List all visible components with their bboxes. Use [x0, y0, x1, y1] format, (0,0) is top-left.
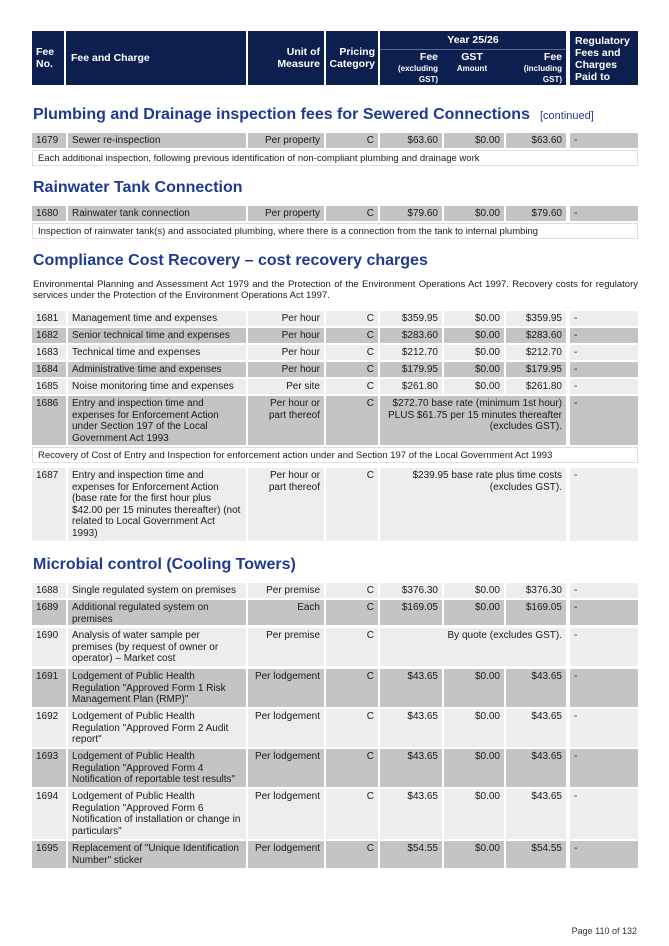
cell-fee-excl: $212.70: [380, 345, 442, 360]
cell-fee-incl: $43.65: [506, 749, 566, 787]
cell-fee-merged: By quote (excludes GST).: [380, 628, 566, 666]
cell-category: C: [326, 841, 378, 868]
cell-category: C: [326, 468, 378, 541]
header-fee-incl-sub: (including GST): [523, 64, 562, 84]
cell-fee-no: 1690: [32, 628, 66, 666]
cell-unit: Per hour: [248, 362, 324, 377]
cell-gst: $0.00: [444, 583, 504, 598]
cell-fee-no: 1692: [32, 709, 66, 747]
cell-fee-name: Entry and inspection time and expenses for Enforcement Action under Section 197 of the Local Government Act 1993: [68, 396, 246, 445]
cell-category: C: [326, 628, 378, 666]
table-row: [32, 206, 638, 221]
header-fee-no-label: Fee No.: [36, 46, 55, 70]
cell-fee-name: Technical time and expenses: [68, 345, 246, 360]
cell-regulatory: -: [570, 379, 638, 394]
cell-fee-excl: $43.65: [380, 669, 442, 707]
table-row: [32, 379, 638, 394]
header-fee-excl-label: Fee: [419, 51, 438, 63]
cell-fee-incl: $169.05: [506, 600, 566, 625]
cell-gst: $0.00: [444, 709, 504, 747]
cell-gst: $0.00: [444, 362, 504, 377]
cell-fee-incl: $43.65: [506, 789, 566, 839]
cell-fee-name: Single regulated system on premises: [68, 583, 246, 598]
table-row: [32, 311, 638, 326]
row-description: Inspection of rainwater tank(s) and associated plumbing, where there is a connection from the tank to internal plumbing: [32, 223, 638, 239]
section-title-rainwater: Rainwater Tank Connection: [33, 179, 243, 196]
cell-fee-incl: $79.60: [506, 206, 566, 221]
cell-category: C: [326, 583, 378, 598]
header-year-divider: [380, 49, 566, 50]
cell-fee-no: 1682: [32, 328, 66, 343]
cell-fee-incl: $212.70: [506, 345, 566, 360]
header-regulatory-label: Regulatory Fees and Charges Paid to: [575, 35, 630, 83]
cell-unit: Per property: [248, 206, 324, 221]
cell-fee-incl: $43.65: [506, 709, 566, 747]
table-row: [32, 749, 638, 787]
cell-fee-name: Lodgement of Public Health Regulation "Approved Form 4 Notification of reportable test results": [68, 749, 246, 787]
cell-gst: $0.00: [444, 749, 504, 787]
cell-fee-name: Rainwater tank connection: [68, 206, 246, 221]
cell-gst: $0.00: [444, 206, 504, 221]
cell-unit: Each: [248, 600, 324, 625]
cell-fee-merged: $272.70 base rate (minimum 1st hour) PLUS $61.75 per 15 minutes thereafter (excludes GST).: [380, 396, 566, 445]
cell-fee-excl: $54.55: [380, 841, 442, 868]
header-regulatory: [570, 31, 638, 85]
cell-fee-no: 1695: [32, 841, 66, 868]
header-year-block: [380, 31, 566, 85]
cell-regulatory: -: [570, 709, 638, 747]
section-title-plumbing-text: Plumbing and Drainage inspection fees for Sewered Connections: [33, 106, 530, 123]
cell-fee-incl: $359.95: [506, 311, 566, 326]
cell-fee-excl: $43.65: [380, 749, 442, 787]
cell-gst: $0.00: [444, 789, 504, 839]
cell-unit: Per premise: [248, 628, 324, 666]
cell-fee-excl: $376.30: [380, 583, 442, 598]
cell-fee-incl: $283.60: [506, 328, 566, 343]
cell-fee-no: 1679: [32, 133, 66, 148]
cell-fee-excl: $261.80: [380, 379, 442, 394]
table-row: [32, 628, 638, 666]
cell-fee-incl: $54.55: [506, 841, 566, 868]
cell-fee-name: Lodgement of Public Health Regulation "Approved Form 6 Notification of installation or change in particulars": [68, 789, 246, 839]
cell-fee-no: 1686: [32, 396, 66, 445]
cell-regulatory: -: [570, 749, 638, 787]
cell-category: C: [326, 206, 378, 221]
table-row: [32, 709, 638, 747]
cell-fee-merged: $239.95 base rate plus time costs (excludes GST).: [380, 468, 566, 541]
cell-fee-incl: $63.60: [506, 133, 566, 148]
cell-fee-incl: $376.30: [506, 583, 566, 598]
cell-fee-incl: $179.95: [506, 362, 566, 377]
cell-regulatory: -: [570, 583, 638, 598]
row-description: Recovery of Cost of Entry and Inspection for enforcement action under and Section 197 of the Local Government Act 1993: [32, 447, 638, 463]
table-row: [32, 396, 638, 445]
cell-category: C: [326, 709, 378, 747]
cell-fee-excl: $79.60: [380, 206, 442, 221]
cell-fee-no: 1683: [32, 345, 66, 360]
cell-fee-name: Senior technical time and expenses: [68, 328, 246, 343]
cell-regulatory: -: [570, 669, 638, 707]
cell-category: C: [326, 328, 378, 343]
cell-regulatory: -: [570, 328, 638, 343]
section-intro-compliance: Environmental Planning and Assessment Act 1979 and the Protection of the Environment Operations Act 1997. Recovery costs for regulatory services under the Protection of the Environment Operations Act 1997.: [33, 279, 638, 301]
cell-regulatory: -: [570, 133, 638, 148]
header-fee-incl-label: Fee: [543, 51, 562, 63]
cell-category: C: [326, 379, 378, 394]
cell-fee-no: 1693: [32, 749, 66, 787]
cell-regulatory: -: [570, 206, 638, 221]
header-fee-and-charge: [66, 31, 246, 85]
cell-fee-name: Noise monitoring time and expenses: [68, 379, 246, 394]
cell-fee-no: 1680: [32, 206, 66, 221]
cell-category: C: [326, 345, 378, 360]
cell-category: C: [326, 789, 378, 839]
table-row: [32, 669, 638, 707]
header-fee-and-charge-label: Fee and Charge: [71, 52, 150, 64]
cell-fee-no: 1685: [32, 379, 66, 394]
cell-regulatory: -: [570, 396, 638, 445]
cell-fee-excl: $43.65: [380, 709, 442, 747]
cell-fee-name: Management time and expenses: [68, 311, 246, 326]
cell-regulatory: -: [570, 345, 638, 360]
cell-unit: Per site: [248, 379, 324, 394]
cell-gst: $0.00: [444, 600, 504, 625]
section-title-compliance: Compliance Cost Recovery – cost recovery charges: [33, 252, 428, 269]
cell-fee-excl: $179.95: [380, 362, 442, 377]
cell-category: C: [326, 669, 378, 707]
cell-category: C: [326, 600, 378, 625]
cell-fee-name: Entry and inspection time and expenses for Enforcement Action (base rate for the first hour plus $42.00 per 15 minutes thereafter) (not related to Local Government Act 1993): [68, 468, 246, 541]
section-title-plumbing: [33, 106, 594, 124]
header-pricing: [326, 31, 378, 85]
cell-fee-excl: $169.05: [380, 600, 442, 625]
cell-fee-name: Sewer re-inspection: [68, 133, 246, 148]
cell-fee-name: Lodgement of Public Health Regulation "Approved Form 2 Audit report": [68, 709, 246, 747]
header-fee-excl-sub: (excluding GST): [397, 64, 438, 84]
cell-fee-excl: $283.60: [380, 328, 442, 343]
header-fee-no: [32, 31, 64, 85]
row-description: Each additional inspection, following previous identification of non-compliant plumbing and drainage work: [32, 150, 638, 166]
cell-regulatory: -: [570, 311, 638, 326]
cell-fee-excl: $43.65: [380, 789, 442, 839]
cell-gst: $0.00: [444, 133, 504, 148]
cell-unit: Per lodgement: [248, 669, 324, 707]
cell-fee-no: 1681: [32, 311, 66, 326]
cell-regulatory: -: [570, 789, 638, 839]
cell-fee-no: 1688: [32, 583, 66, 598]
table-row: [32, 345, 638, 360]
cell-category: C: [326, 396, 378, 445]
cell-unit: Per lodgement: [248, 841, 324, 868]
header-fee-excl: [384, 52, 438, 85]
cell-fee-name: Administrative time and expenses: [68, 362, 246, 377]
header-pricing-label: Pricing Category: [329, 46, 375, 70]
cell-gst: $0.00: [444, 669, 504, 707]
cell-regulatory: -: [570, 468, 638, 541]
cell-gst: $0.00: [444, 311, 504, 326]
header-unit: [248, 31, 324, 85]
header-unit-label: Unit of Measure: [277, 46, 320, 70]
cell-fee-no: 1687: [32, 468, 66, 541]
cell-regulatory: -: [570, 841, 638, 868]
cell-unit: Per hour: [248, 328, 324, 343]
table-row: [32, 583, 638, 598]
cell-unit: Per lodgement: [248, 749, 324, 787]
cell-regulatory: -: [570, 362, 638, 377]
cell-unit: Per hour: [248, 311, 324, 326]
table-row: [32, 841, 638, 868]
header-gst: [442, 52, 502, 74]
cell-unit: Per hour: [248, 345, 324, 360]
cell-unit: Per property: [248, 133, 324, 148]
cell-category: C: [326, 362, 378, 377]
section-title-microbial: Microbial control (Cooling Towers): [33, 556, 296, 573]
table-row: [32, 600, 638, 625]
table-row: [32, 328, 638, 343]
cell-fee-no: 1691: [32, 669, 66, 707]
cell-category: C: [326, 133, 378, 148]
cell-fee-name: Lodgement of Public Health Regulation "Approved Form 1 Risk Management Plan (RMP)": [68, 669, 246, 707]
cell-fee-incl: $43.65: [506, 669, 566, 707]
cell-category: C: [326, 749, 378, 787]
table-row: [32, 468, 638, 541]
cell-fee-name: Analysis of water sample per premises (by request of owner or operator) – Market cost: [68, 628, 246, 666]
cell-gst: $0.00: [444, 328, 504, 343]
header-year: Year 25/26: [447, 34, 499, 46]
cell-fee-no: 1689: [32, 600, 66, 625]
cell-fee-no: 1694: [32, 789, 66, 839]
table-row: [32, 789, 638, 839]
header-gst-sub: Amount: [456, 64, 488, 73]
cell-fee-incl: $261.80: [506, 379, 566, 394]
cell-fee-excl: $63.60: [380, 133, 442, 148]
page-number: Page 110 of 132: [571, 926, 637, 936]
table-row: [32, 133, 638, 148]
table-row: [32, 362, 638, 377]
header-fee-incl: [506, 52, 562, 85]
cell-fee-name: Additional regulated system on premises: [68, 600, 246, 625]
cell-fee-no: 1684: [32, 362, 66, 377]
cell-unit: Per lodgement: [248, 789, 324, 839]
cell-unit: Per premise: [248, 583, 324, 598]
cell-gst: $0.00: [444, 345, 504, 360]
cell-unit: Per hour or part thereof: [248, 396, 324, 445]
cell-gst: $0.00: [444, 841, 504, 868]
cell-unit: Per lodgement: [248, 709, 324, 747]
continued-label: [continued]: [539, 110, 594, 122]
cell-fee-excl: $359.95: [380, 311, 442, 326]
cell-regulatory: -: [570, 600, 638, 625]
cell-regulatory: -: [570, 628, 638, 666]
cell-fee-name: Replacement of "Unique Identification Number" sticker: [68, 841, 246, 868]
header-gst-label: GST: [461, 51, 483, 63]
cell-unit: Per hour or part thereof: [248, 468, 324, 541]
cell-category: C: [326, 311, 378, 326]
cell-gst: $0.00: [444, 379, 504, 394]
